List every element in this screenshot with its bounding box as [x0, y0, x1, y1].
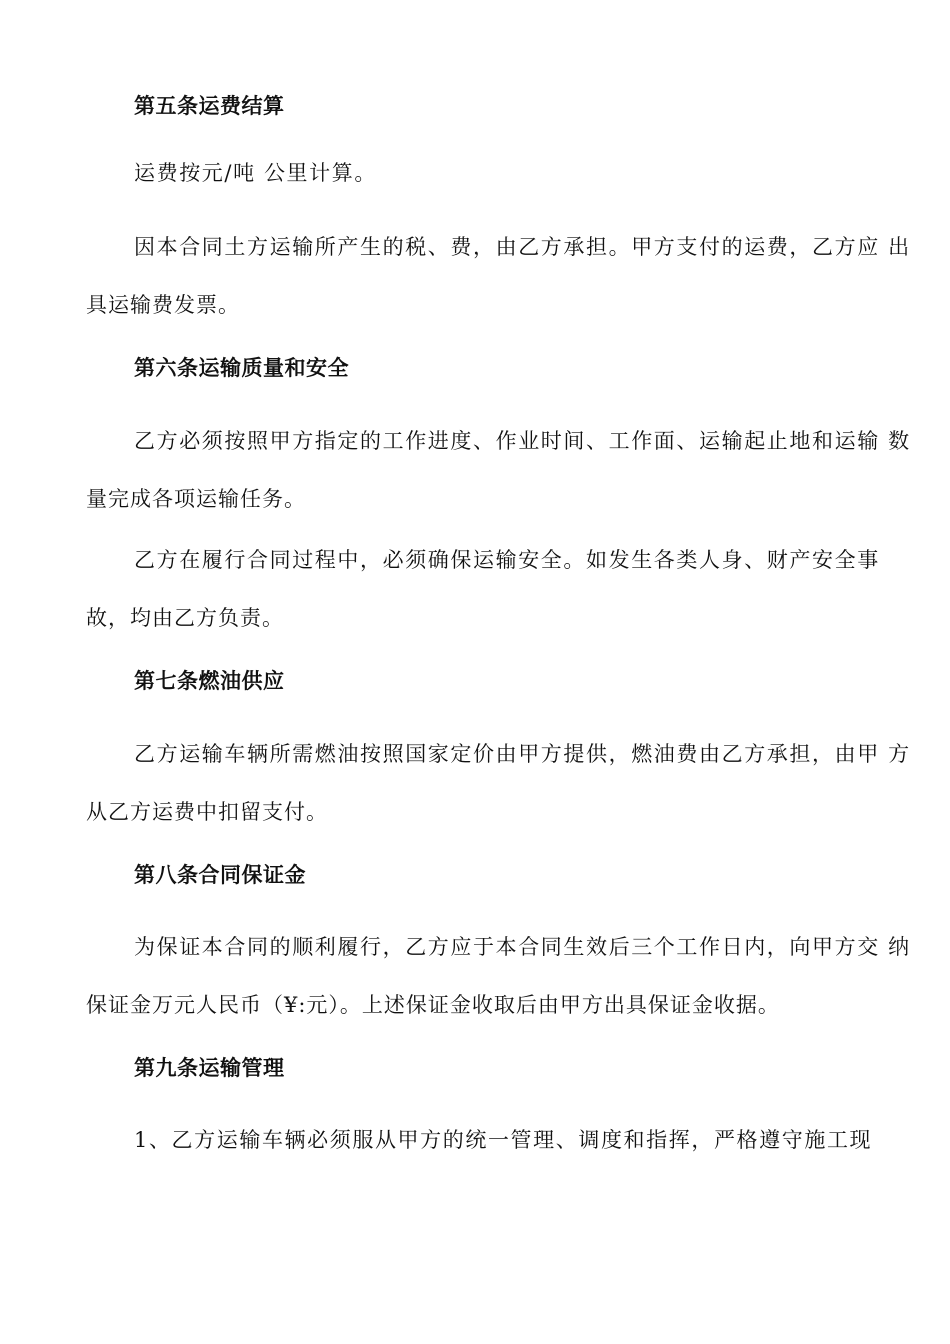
paragraph	[86, 1111, 886, 1169]
paragraph-line: 为保证本合同的顺利履行，乙方应于本合同生效后三个工作日内，向甲方交 纳	[134, 935, 911, 959]
section-heading-5: 第五条运费结算	[134, 93, 285, 118]
paragraph	[86, 531, 886, 647]
section-heading-6: 第六条运输质量和安全	[134, 355, 349, 380]
paragraph-line: 乙方必须按照甲方指定的工作进度、作业时间、工作面、运输起止地和运输 数	[134, 429, 911, 453]
paragraph-line: 保证金万元人民币（¥:元）。上述保证金收取后由甲方出具保证金收据。	[86, 993, 780, 1017]
paragraph	[86, 412, 911, 528]
paragraph-line: 具运输费发票。	[86, 293, 240, 317]
paragraph-line: 从乙方运费中扣留支付。	[86, 800, 328, 824]
section-heading-8: 第八条合同保证金	[134, 862, 306, 887]
section-heading-9: 第九条运输管理	[134, 1055, 285, 1080]
paragraph-line: 因本合同土方运输所产生的税、费，由乙方承担。甲方支付的运费，乙方应 出	[134, 235, 911, 259]
paragraph-line: 乙方运输车辆所需燃油按照国家定价由甲方提供，燃油费由乙方承担，由甲 方	[134, 742, 911, 766]
paragraph-line: 运费按元/吨 公里计算。	[134, 161, 377, 185]
paragraph	[86, 918, 911, 1034]
section-heading-7: 第七条燃油供应	[134, 668, 285, 693]
paragraph-line: 量完成各项运输任务。	[86, 487, 306, 511]
paragraph	[86, 218, 911, 334]
paragraph-line: 故，均由乙方负责。	[86, 606, 284, 630]
paragraph-line: 乙方在履行合同过程中，必须确保运输安全。如发生各类人身、财产安全事	[134, 548, 880, 572]
paragraph	[86, 725, 911, 841]
paragraph	[86, 144, 886, 202]
paragraph-line: 1、乙方运输车辆必须服从甲方的统一管理、调度和指挥，严格遵守施工现	[134, 1128, 873, 1152]
